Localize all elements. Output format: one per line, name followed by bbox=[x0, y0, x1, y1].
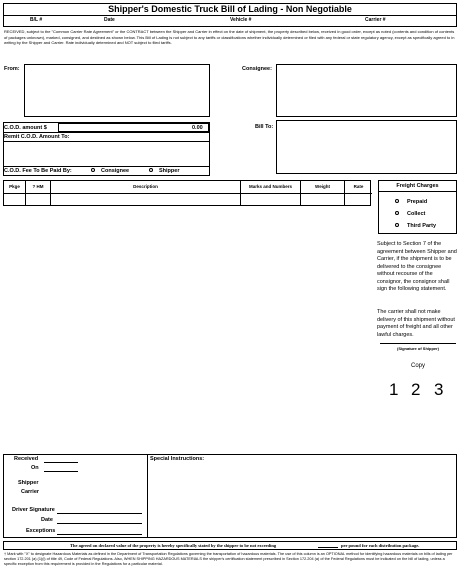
copy-number-1: 1 bbox=[389, 380, 399, 399]
bill-to-field[interactable] bbox=[276, 120, 457, 174]
document-title: Shipper's Domestic Truck Bill of Lading - Non Negotiable bbox=[3, 3, 457, 16]
collect-label: Collect bbox=[407, 211, 426, 217]
from-label: From: bbox=[4, 66, 20, 72]
prepaid-radio[interactable] bbox=[395, 199, 399, 203]
shipper-radio[interactable] bbox=[149, 168, 153, 172]
collect-radio[interactable] bbox=[395, 211, 399, 215]
received-field[interactable] bbox=[44, 462, 78, 463]
special-instructions-label: Special Instructions: bbox=[150, 456, 205, 462]
col-weight: Weight bbox=[301, 181, 345, 205]
copy-number-2: 2 bbox=[411, 380, 421, 399]
col-rate: Rate bbox=[353, 184, 364, 189]
terms-text: RECEIVED, subject to the "Common Carrier Rate Agreement" or the CONTRACT between the Shipper and Carrier in effect on the date of shipment, the property described below, received in good order, except as noted (contents and condition of contents of packages unknown), marked, consigned, and destined as shown below. This Bill of Lading is not subject to any tariffs or classifications whether individually determined or filed with any federal or state regulatory agency, except as specifically agreed to in writing by the Shipper and Carrier. Rate individually determined and NOT subject to filed tariffs. bbox=[4, 29, 455, 45]
prepaid-label: Prepaid bbox=[407, 199, 428, 205]
date-label: Date bbox=[104, 17, 115, 23]
vehicle-number-label: Vehicle # bbox=[230, 17, 252, 23]
carrier-statement: The carrier shall not make delivery of this shipment without payment of freight and all other lawful charges. bbox=[377, 309, 455, 338]
received-on-label: On bbox=[31, 465, 39, 471]
driver-signature-label: Driver Signature bbox=[12, 507, 55, 513]
declared-value-text: The agreed on declared value of the property is hereby specifically stated by the shipper to be not exceeding bbox=[70, 543, 277, 548]
col-hm: ? HM bbox=[26, 181, 51, 205]
col-marks: Marks and Numbers bbox=[241, 181, 301, 205]
copy-label: Copy bbox=[410, 363, 425, 369]
shipper-signature-line[interactable] bbox=[380, 343, 456, 344]
bl-number-label: B/L # bbox=[30, 17, 43, 23]
consignee-label: Consignee: bbox=[242, 66, 272, 72]
signature-label: (Signature of Shipper) bbox=[397, 346, 439, 351]
exceptions-label: Exceptions bbox=[26, 528, 56, 534]
copy-number-3: 3 bbox=[434, 380, 444, 399]
cod-fee-consignee-label: Consignee bbox=[101, 168, 130, 174]
from-field[interactable] bbox=[24, 64, 210, 117]
consignee-field[interactable] bbox=[276, 64, 457, 117]
receipt-date-label: Date bbox=[41, 517, 53, 523]
cod-fee-shipper-label: Shipper bbox=[159, 168, 180, 174]
third-party-radio[interactable] bbox=[395, 223, 399, 227]
hazmat-footnote: † Mark with "X" to designate Hazardous Materials as defined in the Department of Transportation Regulations governing the transportation of hazardous materials. The use of this column is an OPTIONAL method for identifying hazardous materials on bills of lading per section 172.201 (a) (1)(i) of title 49, Code of Federal Regulations. Also, WHEN SHIPPING HAZARDOUS MATERIALS the shipper's certification statement prescribed in Section 172.204 (a) of the Federal Regulations must be indicated on the bill of lading, unless a specific exception from this requirement is provided in the Regulations for a particular material. bbox=[4, 552, 453, 566]
carrier-number-label: Carrier # bbox=[365, 17, 386, 23]
section7-text: Subject to Section 7 of the agreement between Shipper and Carrier, if the shipment is to be delivered to the consignee without recourse of the consignor, the consignor shall sign the following statement. bbox=[377, 241, 457, 292]
received-on-field[interactable] bbox=[44, 471, 78, 472]
cod-amount-value: 0.00 bbox=[192, 125, 203, 131]
freight-charges-title: Freight Charges bbox=[396, 183, 439, 189]
col-pkge: Pkge bbox=[4, 181, 26, 205]
received-label: Received bbox=[14, 456, 39, 462]
declared-value-field[interactable] bbox=[318, 547, 338, 548]
bill-to-label: Bill To: bbox=[255, 124, 274, 130]
receipt-date-field[interactable] bbox=[57, 523, 142, 524]
receipt-carrier-label: Carrier bbox=[21, 489, 40, 495]
col-description: Description bbox=[51, 181, 241, 205]
declared-value-suffix: per pound for each distribution package. bbox=[341, 543, 420, 548]
goods-table bbox=[3, 180, 371, 206]
driver-signature-field[interactable] bbox=[57, 513, 142, 514]
exceptions-field[interactable] bbox=[57, 534, 142, 535]
receipt-shipper-label: Shipper bbox=[18, 480, 39, 486]
remit-cod-label: Remit C.O.D. Amount To: bbox=[4, 134, 70, 140]
cod-amount-input[interactable] bbox=[58, 123, 209, 132]
consignee-radio[interactable] bbox=[91, 168, 95, 172]
cod-fee-label: C.O.D. Fee To Be Paid By: bbox=[4, 168, 72, 174]
cod-amount-label: C.O.D. amount $ bbox=[4, 125, 47, 131]
third-party-label: Third Party bbox=[407, 223, 437, 229]
special-instructions-field[interactable] bbox=[148, 462, 457, 538]
